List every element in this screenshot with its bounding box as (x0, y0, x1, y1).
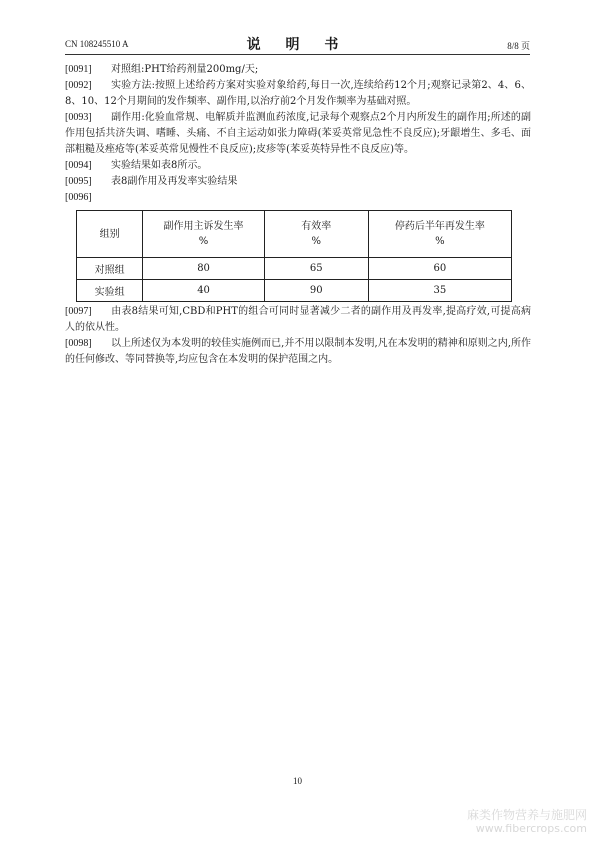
page-number: 10 (293, 776, 302, 786)
paragraph-number: [0096] (65, 192, 92, 203)
paragraph (65, 110, 531, 158)
table-row (77, 258, 512, 280)
page-indicator: 8/8 页 (507, 41, 530, 51)
header-recurrence-rate: 停药后半年再发生率 % (368, 211, 511, 258)
document-body (65, 62, 531, 368)
paragraph-number: [0095] (65, 176, 92, 187)
paragraph-text: 以上所述仅为本发明的较佳实施例而已,并不用以限制本发明,凡在本发明的精神和原则之内,所作的任何修改、等同替换等,均应包含在本发明的保护范围之内。 (65, 338, 531, 365)
paragraph (65, 304, 531, 336)
table-cell: 35 (368, 280, 511, 302)
paragraph (65, 78, 531, 110)
table-cell: 实验组 (77, 280, 143, 302)
table-cell: 65 (264, 258, 368, 280)
paragraph (65, 190, 531, 206)
document-number: CN 108245510 A (65, 39, 129, 49)
paragraph (65, 62, 531, 78)
table-cell: 90 (264, 280, 368, 302)
table-row (77, 280, 512, 302)
results-table (76, 210, 512, 302)
paragraph-number: [0098] (65, 338, 92, 349)
paragraph-text: 对照组:PHT给药剂量200mg/天; (111, 64, 259, 75)
header-effective-rate: 有效率 % (264, 211, 368, 258)
table-cell: 对照组 (77, 258, 143, 280)
table-cell: 80 (143, 258, 265, 280)
watermark-url: www.fibercrops.com (475, 822, 587, 835)
paragraph-number: [0092] (65, 80, 92, 91)
table-header-row (77, 211, 512, 258)
paragraph (65, 158, 531, 174)
paragraph-text: 副作用:化验血常规、电解质并监测血药浓度,记录每个观察点2个月内所发生的副作用;所述的副作用包括共济失调、嗜睡、头痛、不自主运动如张力障碍(苯妥英常见急性不良反应);牙龈增生、多毛、面部粗糙及痤疮等(苯妥英常见慢性不良反应);皮疹等(苯妥英特异性不良反应)等。 (65, 112, 531, 155)
paragraph-number: [0093] (65, 112, 92, 123)
watermark-site-name: 麻类作物营养与施肥网 (466, 808, 587, 822)
header-side-effect-rate: 副作用主诉发生率 % (143, 211, 265, 258)
table-cell: 40 (143, 280, 265, 302)
caption-text: 表8副作用及再发率实验结果 (111, 176, 238, 187)
table-caption (65, 174, 531, 190)
paragraph-text: 实验方法:按照上述给药方案对实验对象给药,每日一次,连续给药12个月;观察记录第2、4、6、8、10、12个月期间的发作频率、副作用,以治疗前2个月发作频率为基础对照。 (65, 80, 531, 107)
paragraph-number: [0091] (65, 64, 92, 75)
document-title: 说 明 书 (246, 37, 349, 53)
table-cell: 60 (368, 258, 511, 280)
paragraph-text: 实验结果如表8所示。 (111, 160, 208, 171)
header-group: 组别 (77, 211, 143, 258)
paragraph-number: [0094] (65, 160, 92, 171)
page-header (65, 34, 530, 55)
watermark (467, 808, 587, 835)
paragraph (65, 336, 531, 368)
paragraph-text: 由表8结果可知,CBD和PHT的组合可同时显著减少二者的副作用及再发率,提高疗效,可提高病人的依从性。 (65, 306, 531, 333)
paragraph-number: [0097] (65, 306, 92, 317)
